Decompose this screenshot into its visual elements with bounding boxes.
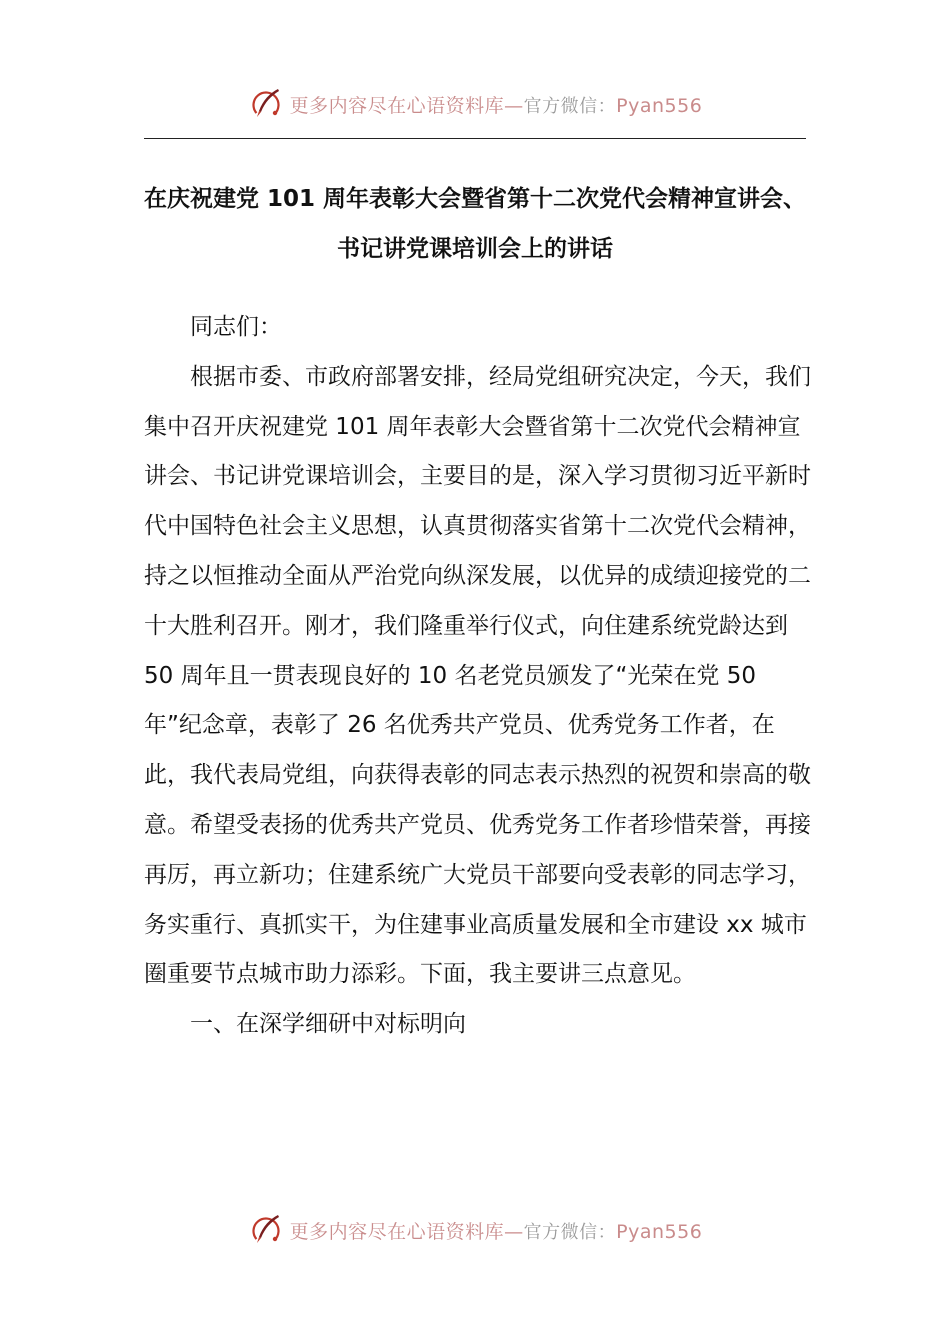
document-title-line-2: 书记讲党课培训会上的讲话 [337, 236, 613, 262]
watermark-text [290, 1217, 703, 1244]
watermark-dash: — [504, 1220, 524, 1243]
header-divider [144, 138, 806, 139]
quill-pen-logo-icon [248, 86, 284, 122]
watermark-site: 更多内容尽在心语资料库 [289, 1220, 505, 1243]
header-watermark [0, 82, 950, 126]
watermark-wechat-id: Pyan556 [616, 94, 703, 117]
paragraph-1: 根据市委、市政府部署安排，经局党组研究决定，今天，我们集中召开庆祝建党 101 周年表彰大会暨省第十二次党代会精神宣讲会、书记讲党课培训会，主要目的是，深入学习贯彻习近平新时代中国特色社会主义思想，认真贯彻落实省第十二次党代会精神，持之以恒推动全面从严治党向纵深发展，以优异的成绩迎接党的二十大胜利召开。刚才，我们隆重举行仪式，向住建系统党龄达到 50 周年且一贯表现良好的 10 名老党员颁发了“光荣在党 50 年”纪念章，表彰了 26 名优秀共产党员、优秀党务工作者，在此，我代表局党组，向获得表彰的同志表示热烈的祝贺和崇高的敬意。希望受表扬的优秀共产党员、优秀党务工作者珍惜荣誉，再接再厉，再立新功；住建系统广大党员干部要向受表彰的同志学习，务实重行、真抓实干，为住建事业高质量发展和全市建设 xx 城市圈重要节点城市助力添彩。下面，我主要讲三点意见。 [144, 363, 811, 988]
watermark-text [290, 91, 703, 118]
document-title-line-1: 在庆祝建党 101 周年表彰大会暨省第十二次党代会精神宣讲会、 [143, 186, 807, 212]
watermark-dash: — [504, 94, 524, 117]
section-1-heading: 一、在深学细研中对标明向 [190, 1011, 466, 1038]
watermark-wechat-label: 官方微信： [523, 95, 617, 117]
watermark-wechat-id: Pyan556 [616, 1220, 703, 1243]
watermark-site: 更多内容尽在心语资料库 [289, 94, 505, 117]
document-body [144, 303, 814, 1050]
quill-pen-logo-icon [248, 1212, 284, 1248]
footer-watermark [0, 1208, 950, 1252]
watermark-wechat-label: 官方微信： [523, 1221, 617, 1243]
salutation: 同志们： [190, 314, 282, 340]
